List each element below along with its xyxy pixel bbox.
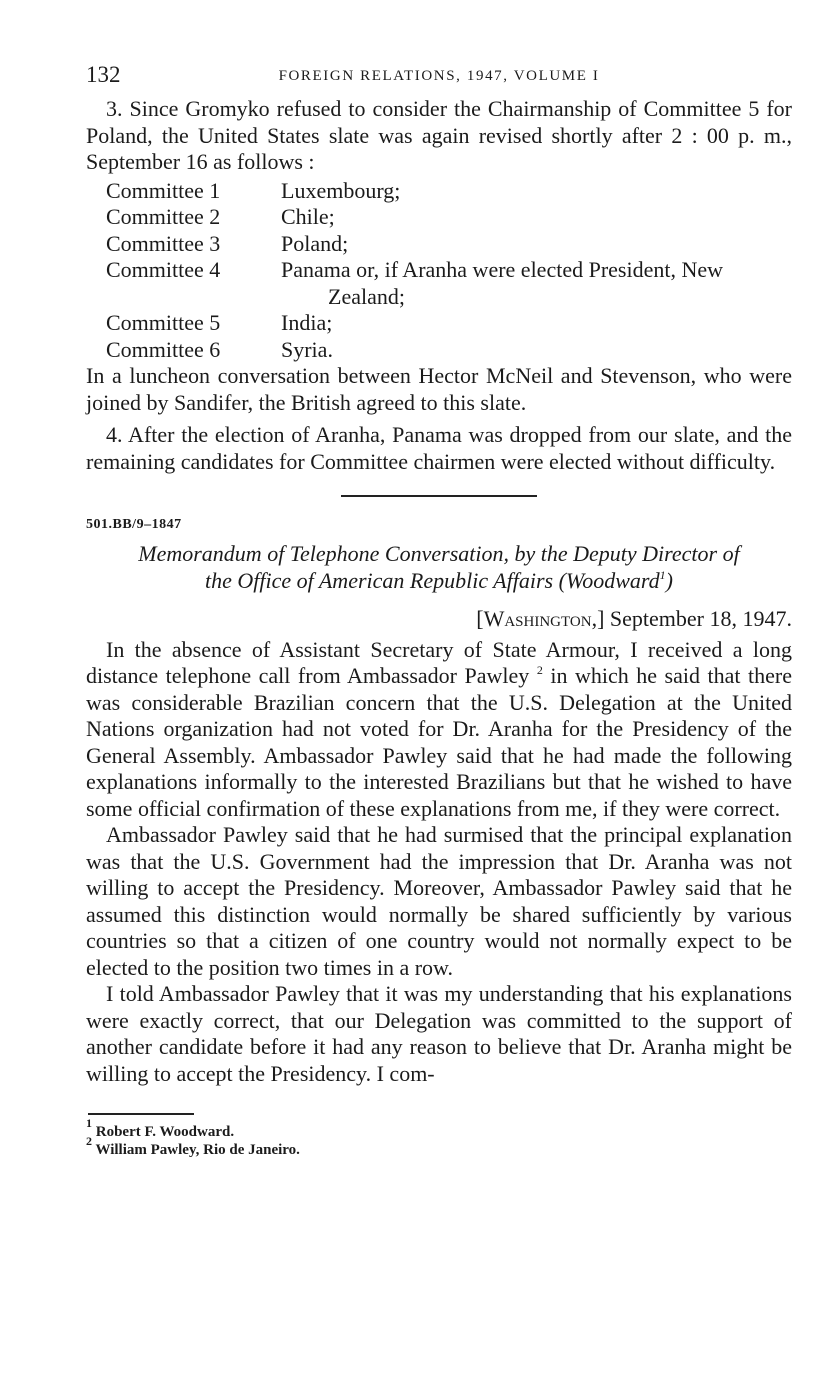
footnote-mark: 2 — [86, 1134, 92, 1148]
memo-paragraph-1-a: In the absence of Assistant Secretary of State Armour, I received a long distance telephone call from Ambassador Pawley — [86, 636, 792, 688]
dateline-place: [Washington,] — [476, 606, 605, 631]
slate-row — [106, 204, 792, 231]
footnote-ref: 2 — [536, 663, 543, 677]
slate-country: India; — [281, 310, 333, 335]
dateline — [86, 606, 792, 633]
slate-committee: Committee 1 — [106, 177, 221, 203]
file-number: 501.BB/9–1847 — [86, 517, 182, 532]
footnote-ref: 1 — [659, 567, 666, 582]
committee-slate — [106, 178, 792, 364]
slate-country: Panama or, if Aranha were elected President, New — [281, 257, 723, 282]
slate-committee: Committee 4 — [106, 257, 221, 282]
section-4: 4. After the election of Aranha, Panama was dropped from our slate, and the remaining candidates for Committee chairmen were elected without difficulty. — [86, 422, 792, 474]
page-number: 132 — [86, 62, 121, 87]
slate-row — [106, 178, 792, 205]
slate-committee: Committee 6 — [106, 336, 221, 362]
section-3-after-slate: In a luncheon conversation between Hector McNeil and Stevenson, who were joined by Sandifer, the British agreed to this slate. — [86, 363, 792, 415]
slate-row — [106, 257, 792, 310]
footnote — [86, 1116, 792, 1141]
slate-row — [106, 310, 792, 337]
slate-row — [106, 337, 792, 364]
section-3-intro: 3. Since Gromyko refused to consider the Chairmanship of Committee 5 for Poland, the United States slate was again revised shortly after 2 : 00 p. m., September 16 as follows : — [86, 96, 792, 174]
slate-committee: Committee 3 — [106, 230, 221, 256]
footnote-text: William Pawley, Rio de Janeiro. — [95, 1142, 300, 1158]
memo-paragraph-3: I told Ambassador Pawley that it was my understanding that his explanations were exactly correct, that our Delegation was committed to the support of another candidate before it had any reason to believe that Dr. Aranha might be willing to accept the Presidency. I com- — [86, 981, 792, 1086]
slate-country: Chile; — [281, 204, 335, 229]
slate-country-continuation: Zealand; — [328, 283, 405, 309]
memo-paragraph-1-b: in which he said that there was considerable Brazilian concern that the U.S. Delegation at the United Nations organization had not voted for Dr. Aranha for the Presidency of the General Assembly. Ambassador Pawley said that he had made the following explanations informally to the interested Brazilians but that he wished to have some official confirmation of these explanations from me, if they were correct. — [86, 663, 793, 821]
slate-country: Poland; — [281, 230, 349, 256]
slate-country-multiline — [281, 257, 792, 310]
memo-title-line-1: Memorandum of Telephone Conversation, by the Deputy Director of — [138, 541, 740, 566]
memo-paragraph-1 — [86, 637, 792, 823]
memo-title — [86, 541, 792, 594]
slate-country: Syria. — [281, 336, 333, 362]
footnote — [86, 1134, 792, 1159]
footnote-mark: 1 — [86, 1116, 92, 1130]
slate-committee: Committee 2 — [106, 204, 221, 229]
slate-country: Luxembourg; — [281, 177, 401, 203]
document-page — [86, 60, 792, 1159]
footnote-text: Robert F. Woodward. — [95, 1124, 235, 1140]
slate-row — [106, 231, 792, 258]
memo-title-line-2: the Office of American Republic Affairs (Woodward — [205, 567, 660, 593]
running-head: FOREIGN RELATIONS, 1947, VOLUME I — [278, 68, 600, 84]
footnote-rule — [88, 1113, 194, 1115]
memo-title-close: ) — [665, 567, 673, 593]
slate-committee: Committee 5 — [106, 310, 221, 335]
section-divider — [341, 495, 537, 497]
page-header — [86, 60, 792, 96]
dateline-date: September 18, 1947. — [609, 606, 792, 631]
memo-paragraph-2: Ambassador Pawley said that he had surmised that the principal explanation was that the U.S. Government had the impression that Dr. Aranha was not willing to accept the Presidency. Moreover, Ambassador Pawley said that he assumed this distinction would normally be shared sufficiently by various countries so that a citizen of one country would not normally expect to be elected to the position two times in a row. — [86, 822, 792, 980]
